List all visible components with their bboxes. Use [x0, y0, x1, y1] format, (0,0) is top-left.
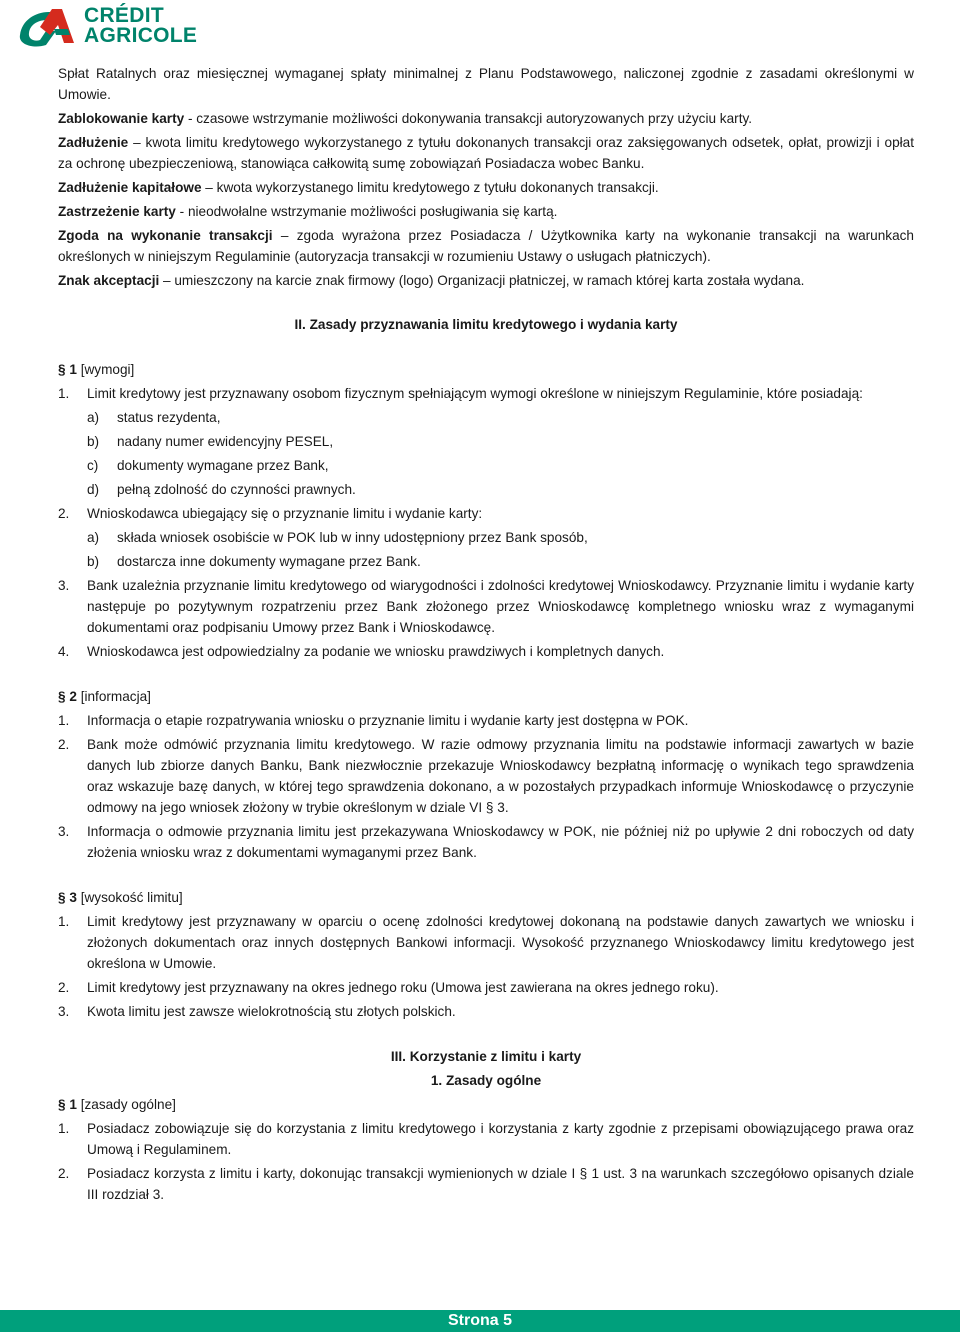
definition-item: [58, 108, 914, 129]
sub-item: [87, 551, 914, 572]
item-text: Informacja o etapie rozpatrywania wniosku o przyznanie limitu i wydanie karty jest dostępna w POK.: [87, 713, 689, 728]
sub-item-text: dostarcza inne dokumenty wymagane przez Bank.: [117, 554, 421, 569]
item-number: 1.: [58, 1121, 70, 1136]
paragraph-label: [informacja]: [80, 689, 151, 704]
sub-item-letter: c): [87, 458, 99, 473]
paragraph-sign: § 2: [58, 689, 77, 704]
spacer: [58, 866, 914, 887]
sub-item: [87, 455, 914, 476]
credit-agricole-logo-icon: [16, 5, 78, 47]
definition-term: Zablokowanie karty: [58, 111, 185, 126]
section-3-title: [58, 1046, 914, 1067]
definition-item: [58, 177, 914, 198]
page-number: Strona 5: [447, 1312, 512, 1329]
list-item: [58, 821, 914, 863]
item-text: Limit kredytowy jest przyznawany na okres jednego roku (Umowa jest zawierana na okres jednego roku).: [87, 980, 719, 995]
definition-item: [58, 132, 914, 174]
logo-wordmark: [84, 6, 197, 46]
paragraph-label: [zasady ogólne]: [80, 1097, 176, 1112]
sub-item-letter: b): [87, 434, 100, 449]
sub-item-text: dokumenty wymagane przez Bank,: [117, 458, 329, 473]
list-item: [58, 1118, 914, 1160]
sub-item: [87, 431, 914, 452]
sub-item: [87, 479, 914, 500]
sub-item-text: pełną zdolność do czynności prawnych.: [117, 482, 356, 497]
paragraph-sign: § 1: [58, 1097, 77, 1112]
document-body: [58, 63, 914, 1208]
definition-text: – kwota limitu kredytowego wykorzystanego z tytułu dokonanych transakcji oraz zaksięgowanych odsetek, opłat, prowizji i opłat za ochronę ubezpieczeniową, stanowiąca całkowitą sumę zobowiązań Posiadacza wobec Banku.: [58, 135, 914, 171]
definition-text: - czasowe wstrzymanie możliwości dokonywania transakcji autoryzowanych przy użyciu karty.: [184, 111, 753, 126]
section-2-title-text: II. Zasady przyznawania limitu kredytowego i wydania karty: [294, 317, 678, 332]
definition-text: – zgoda wyrażona przez Posiadacza / Użytkownika karty na wykonanie transakcji na warunkach określonych w niniejszym Regulaminie (autoryzacja transakcji w rozumieniu Ustawy o usługach płatniczych).: [58, 228, 914, 264]
definition-text: - nieodwołalne wstrzymanie możliwości posługiwania się kartą.: [175, 204, 558, 219]
paragraph-heading: [58, 359, 914, 380]
sub-item-letter: b): [87, 554, 100, 569]
item-number: 4.: [58, 644, 70, 659]
item-text: Kwota limitu jest zawsze wielokrotnością stu złotych polskich.: [87, 1004, 456, 1019]
item-number: 3.: [58, 1004, 70, 1019]
list-item: [58, 383, 914, 404]
item-number: 1.: [58, 713, 70, 728]
page-footer: [0, 1310, 960, 1332]
logo-line-1: CRÉDIT: [84, 4, 164, 27]
item-number: 1.: [58, 914, 70, 929]
item-number: 3.: [58, 578, 70, 593]
definition-continuation: Spłat Ratalnych oraz miesięcznej wymaganej spłaty minimalnej z Planu Podstawowego, naliczonej zgodnie z zasadami określonymi w Umowie.: [58, 66, 914, 102]
sub-item-letter: a): [87, 530, 100, 545]
list-item: [58, 1163, 914, 1205]
section-3-subtitle: [58, 1070, 914, 1091]
item-text: Posiadacz zobowiązuje się do korzystania z limitu kredytowego i korzystania z karty zgodnie z przepisami obowiązującego prawa oraz Umową i Regulaminem.: [87, 1121, 914, 1157]
item-number: 3.: [58, 824, 70, 839]
definition-term: Zadłużenie: [58, 135, 129, 150]
paragraph-heading: [58, 887, 914, 908]
item-number: 2.: [58, 737, 70, 752]
definition-term: Zastrzeżenie karty: [58, 204, 176, 219]
sub-item-text: status rezydenta,: [117, 410, 221, 425]
list-item: [58, 734, 914, 818]
section-3-subtitle-text: 1. Zasady ogólne: [430, 1073, 542, 1088]
item-text: Informacja o odmowie przyznania limitu jest przekazywana Wnioskodawcy w POK, nie później niż po upływie 2 dni roboczych od daty złożenia wniosku wraz z dokumentami wymaganymi przez Bank.: [87, 824, 914, 860]
definition-term: Zgoda na wykonanie transakcji: [58, 228, 273, 243]
sub-item-text: nadany numer ewidencyjny PESEL,: [117, 434, 334, 449]
paragraph-sign: § 1: [58, 362, 77, 377]
item-number: 1.: [58, 386, 70, 401]
definition-text: – kwota wykorzystanego limitu kredytowego z tytułu dokonanych transakcji.: [201, 180, 659, 195]
item-number: 2.: [58, 506, 70, 521]
sub-item-letter: d): [87, 482, 100, 497]
definition-term: Znak akceptacji: [58, 273, 160, 288]
list-item: [58, 911, 914, 974]
item-text: Wnioskodawca ubiegający się o przyznanie limitu i wydanie karty:: [87, 506, 483, 521]
list-item: [58, 977, 914, 998]
item-text: Posiadacz korzysta z limitu i karty, dokonując transakcji wymienionych w dziale I § 1 ust. 3 na warunkach szczegółowo opisanych dziale III rozdział 3.: [87, 1166, 914, 1202]
logo: [16, 4, 197, 48]
definition-item: [58, 201, 914, 222]
paragraph-label: [wymogi]: [80, 362, 135, 377]
list-item: [58, 503, 914, 524]
item-text: Bank uzależnia przyznanie limitu kredytowego od wiarygodności i zdolności kredytowej Wnioskodawcy. Przyznanie limitu i wydanie karty następuje po pozytywnym rozpatrzeniu przez Bank złożonego przez Wnioskodawcę kompletnego wniosku wraz z wymaganymi dokumentami oraz podpisaniu Umowy przez Bank i Wnioskodawcę.: [87, 578, 914, 635]
item-number: 2.: [58, 980, 70, 995]
list-item: [58, 641, 914, 662]
paragraph-label: [wysokość limitu]: [80, 890, 183, 905]
definition-item: [58, 225, 914, 267]
sub-item: [87, 527, 914, 548]
item-text-block: [87, 383, 914, 404]
list-item: [58, 575, 914, 638]
list-item: [58, 710, 914, 731]
list-item: [58, 1001, 914, 1022]
definition-term: Zadłużenie kapitałowe: [58, 180, 202, 195]
section-3-title-text: III. Korzystanie z limitu i karty: [390, 1049, 582, 1064]
definition-text: – umieszczony na karcie znak firmowy (logo) Organizacji płatniczej, w ramach której karta została wydana.: [159, 273, 805, 288]
sub-item: [87, 407, 914, 428]
item-text: Limit kredytowy jest przyznawany osobom fizycznym spełniającym wymogi określone w niniejszym Regulaminie, które posiadają:: [87, 386, 863, 401]
item-text: Wnioskodawca jest odpowiedzialny za podanie we wniosku prawdziwych i kompletnych danych.: [87, 644, 665, 659]
paragraph-sign: § 3: [58, 890, 77, 905]
logo-line-2: AGRICOLE: [84, 24, 198, 47]
section-2-title: [58, 314, 914, 335]
definition-item: [58, 270, 914, 291]
item-text: Bank może odmówić przyznania limitu kredytowego. W razie odmowy przyznania limitu na podstawie informacji zawartych w bazie danych lub zbiorze danych Banku, Bank niezwłocznie przekazuje Wnioskodawcy bezpłatną informację o wynikach tego sprawdzenia oraz wskazuje bazę danych, w której tego sprawdzenia dokonano, a w pozostałych przypadkach informuje Wnioskodawcę o przyczynie odmowy na jego wniosek złożony w trybie określonym w dziale VI § 3.: [87, 737, 914, 815]
item-number: 2.: [58, 1166, 70, 1181]
spacer: [58, 665, 914, 686]
sub-item-text: składa wniosek osobiście w POK lub w inny udostępniony przez Bank sposób,: [117, 530, 588, 545]
item-text: Limit kredytowy jest przyznawany w oparciu o ocenę zdolności kredytowej dokonaną na podstawie danych zawartych we wniosku i złożonych dokumentach oraz innych dostępnych Bankowi informacji. Wysokość przyznanego Wnioskodawcy limitu kredytowego jest określona w Umowie.: [87, 914, 914, 971]
paragraph-heading: [58, 1094, 914, 1115]
sub-item-letter: a): [87, 410, 100, 425]
paragraph-heading: [58, 686, 914, 707]
